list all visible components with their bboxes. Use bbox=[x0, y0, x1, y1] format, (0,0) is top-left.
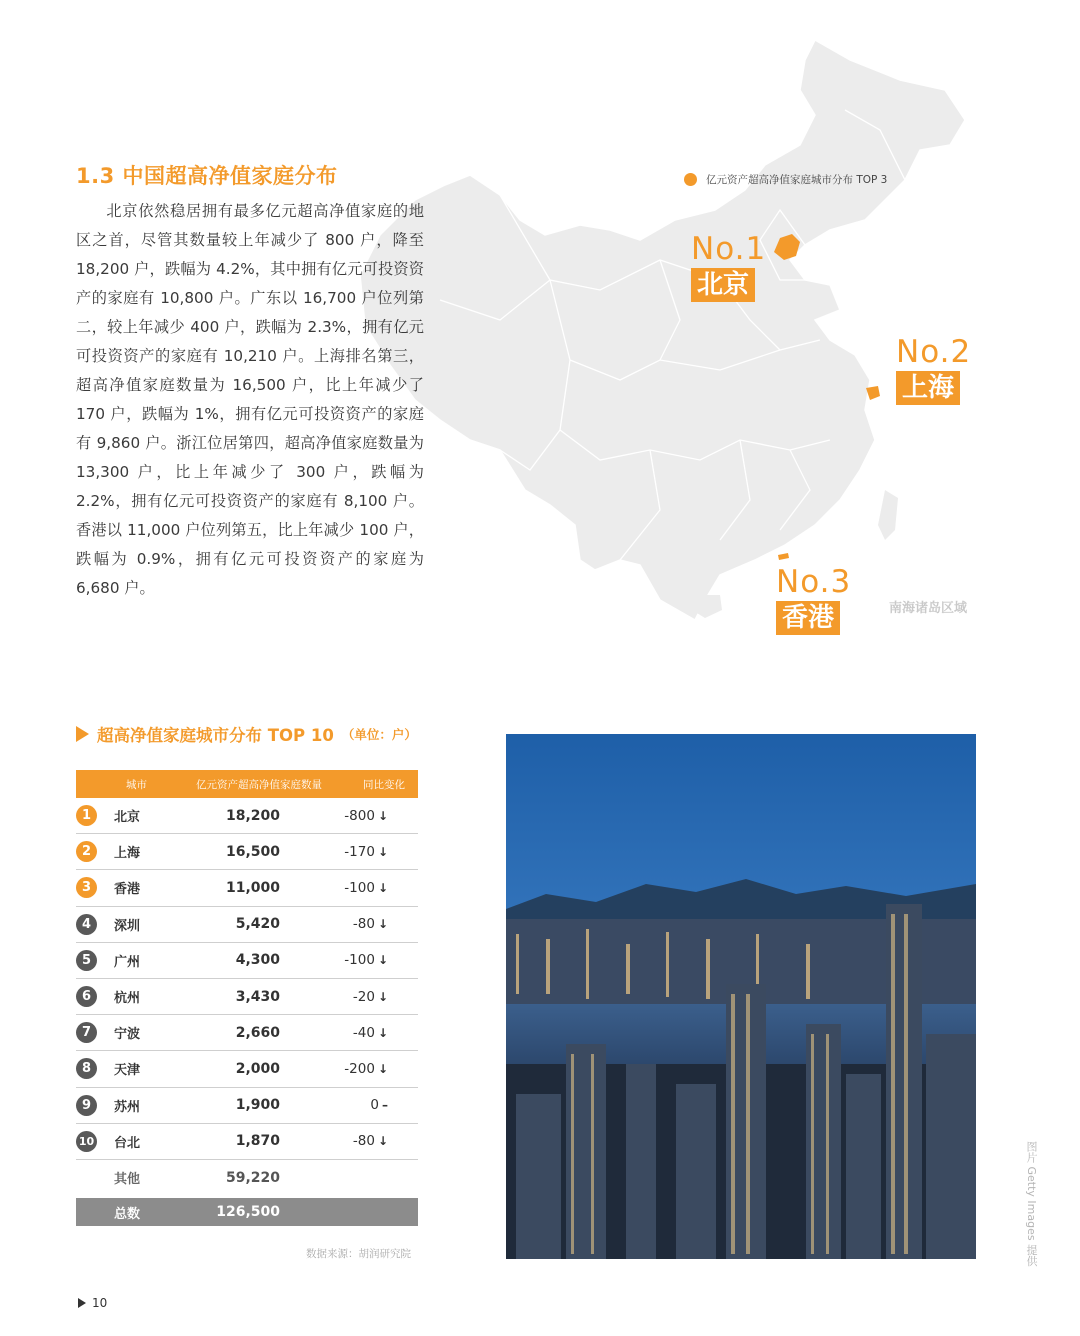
rank-badge-icon: 5 bbox=[76, 950, 97, 971]
header-city: 城市 bbox=[126, 778, 147, 791]
row-change: -100 ↓ bbox=[344, 879, 388, 896]
rank-badge-icon: 7 bbox=[76, 1022, 97, 1043]
arrow-down-icon: ↓ bbox=[377, 880, 388, 895]
rank-badge-icon: 10 bbox=[76, 1131, 97, 1152]
section-body: 北京依然稳居拥有最多亿元超高净值家庭的地区之首，尽管其数量较上年减少了 800 户，降至 18,200 户，跌幅为 4.2%，其中拥有亿元可投资资产的家庭有 10,800 户。广东以 16,700 户位列第二，较上年减少 400 户，跌幅为 2.3%，拥有亿元可投资资产的家庭有 10,210 户。上海排名第三，超高净值家庭数量为 16,500 户，比上年减少了 170 户，跌幅为 1%，拥有亿元可投资资产的家庭有 9,860 户。浙江位居第四，超高净值家庭数量为 13,300 户，比上年减少了 300 户，跌幅为 2.2%，拥有亿元可投资资产的家庭有 8,100 户。香港以 11,000 户位列第五，比上年减少 100 户，跌幅为 0.9%，拥有亿元可投资资产的家庭为 6,680 户。 bbox=[76, 202, 424, 597]
table-row bbox=[76, 1015, 418, 1051]
table-row bbox=[76, 943, 418, 979]
rank-badge-icon: 1 bbox=[76, 805, 97, 826]
table-title bbox=[76, 722, 417, 746]
rank-badge-icon: 8 bbox=[76, 1058, 97, 1079]
table-row bbox=[76, 979, 418, 1015]
row-count: 59,220 bbox=[225, 1169, 280, 1186]
hongkong-skyline-photo bbox=[506, 734, 976, 1259]
table-title-text: 超高净值家庭城市分布 TOP 10 bbox=[97, 726, 334, 745]
row-change: -20 ↓ bbox=[352, 988, 388, 1005]
hongkong-marker bbox=[778, 553, 789, 560]
row-count: 3,430 bbox=[235, 988, 280, 1005]
rank-badge-icon: 4 bbox=[76, 914, 97, 935]
row-city: 其他 bbox=[114, 1172, 141, 1188]
row-change: -800 ↓ bbox=[344, 807, 388, 824]
row-city: 总数 bbox=[114, 1206, 141, 1222]
play-triangle-icon bbox=[76, 726, 89, 742]
rank-beijing bbox=[691, 232, 766, 302]
arrow-down-icon: ↓ bbox=[377, 808, 388, 823]
table-row bbox=[76, 870, 418, 906]
arrow-down-icon: ↓ bbox=[377, 953, 388, 968]
table-header bbox=[76, 770, 418, 798]
rank-city: 上海 bbox=[896, 371, 960, 405]
rank-badge-icon: 9 bbox=[76, 1095, 97, 1116]
row-city: 广州 bbox=[114, 954, 141, 970]
rank-badge-icon: 2 bbox=[76, 841, 97, 862]
row-count: 126,500 bbox=[216, 1204, 280, 1221]
arrow-down-icon: ↓ bbox=[377, 1061, 388, 1076]
page-number bbox=[78, 1296, 107, 1310]
arrow-down-icon: ↓ bbox=[377, 917, 388, 932]
table-row bbox=[76, 1124, 418, 1160]
rank-badge-icon: 6 bbox=[76, 986, 97, 1007]
row-city: 苏州 bbox=[114, 1099, 141, 1115]
table-row-others bbox=[76, 1160, 418, 1196]
page-number-text: 10 bbox=[92, 1296, 108, 1310]
row-change: -200 ↓ bbox=[344, 1060, 388, 1077]
legend-dot-icon bbox=[684, 173, 697, 186]
legend-label: 亿元资产超高净值家庭城市分布 TOP 3 bbox=[706, 174, 888, 186]
table-unit: （单位：户） bbox=[341, 727, 417, 742]
row-change: 0 – bbox=[370, 1097, 388, 1114]
rank-number: No.2 bbox=[896, 334, 972, 370]
row-city: 香港 bbox=[114, 882, 141, 898]
data-source: 数据来源：胡润研究院 bbox=[306, 1248, 411, 1260]
row-city: 北京 bbox=[114, 810, 141, 826]
row-count: 4,300 bbox=[235, 952, 280, 969]
row-change: -80 ↓ bbox=[352, 1133, 388, 1150]
row-city: 上海 bbox=[114, 846, 141, 862]
play-triangle-icon bbox=[78, 1298, 86, 1308]
arrow-down-icon: ↓ bbox=[377, 1025, 388, 1040]
row-city: 深圳 bbox=[114, 918, 141, 934]
rank-hongkong bbox=[776, 565, 851, 635]
photo-credit: 图片 Getty Images 提供 bbox=[1025, 1141, 1038, 1267]
row-count: 5,420 bbox=[235, 916, 280, 933]
table-row bbox=[76, 834, 418, 870]
dash-icon: – bbox=[382, 1098, 388, 1113]
map-legend bbox=[684, 172, 887, 187]
table-row bbox=[76, 798, 418, 834]
rank-badge-icon: 3 bbox=[76, 877, 97, 898]
taiwan-outline bbox=[878, 490, 898, 540]
row-city: 台北 bbox=[114, 1135, 141, 1151]
row-count: 1,900 bbox=[235, 1097, 280, 1114]
rank-city: 北京 bbox=[691, 268, 755, 302]
row-city: 天津 bbox=[114, 1063, 141, 1079]
china-map bbox=[360, 20, 980, 660]
rank-number: No.1 bbox=[691, 231, 767, 267]
rank-number: No.3 bbox=[776, 564, 852, 600]
row-count: 16,500 bbox=[225, 843, 280, 860]
row-city: 杭州 bbox=[114, 991, 141, 1007]
header-count: 亿元资产超高净值家庭数量 bbox=[196, 778, 322, 791]
top10-table bbox=[76, 770, 418, 1226]
row-count: 2,000 bbox=[235, 1060, 280, 1077]
row-change: -170 ↓ bbox=[344, 843, 388, 860]
arrow-down-icon: ↓ bbox=[377, 1134, 388, 1149]
row-city: 宁波 bbox=[114, 1027, 141, 1043]
section-title: 1.3 中国超高净值家庭分布 bbox=[76, 164, 338, 188]
table-row-total bbox=[76, 1198, 418, 1226]
arrow-down-icon: ↓ bbox=[377, 844, 388, 859]
row-count: 11,000 bbox=[225, 879, 280, 896]
south-china-sea-islands-label: 南海诸岛区域 bbox=[889, 601, 968, 616]
row-change: -40 ↓ bbox=[352, 1024, 388, 1041]
shanghai-marker bbox=[866, 386, 880, 400]
row-change: -100 ↓ bbox=[344, 952, 388, 969]
row-count: 1,870 bbox=[235, 1133, 280, 1150]
table-row bbox=[76, 907, 418, 943]
row-count: 18,200 bbox=[225, 807, 280, 824]
header-change: 同比变化 bbox=[363, 778, 405, 791]
rank-shanghai bbox=[896, 335, 971, 405]
table-row bbox=[76, 1088, 418, 1124]
table-row bbox=[76, 1051, 418, 1087]
arrow-down-icon: ↓ bbox=[377, 989, 388, 1004]
rank-city: 香港 bbox=[776, 601, 840, 635]
row-count: 2,660 bbox=[235, 1024, 280, 1041]
row-change: -80 ↓ bbox=[352, 916, 388, 933]
